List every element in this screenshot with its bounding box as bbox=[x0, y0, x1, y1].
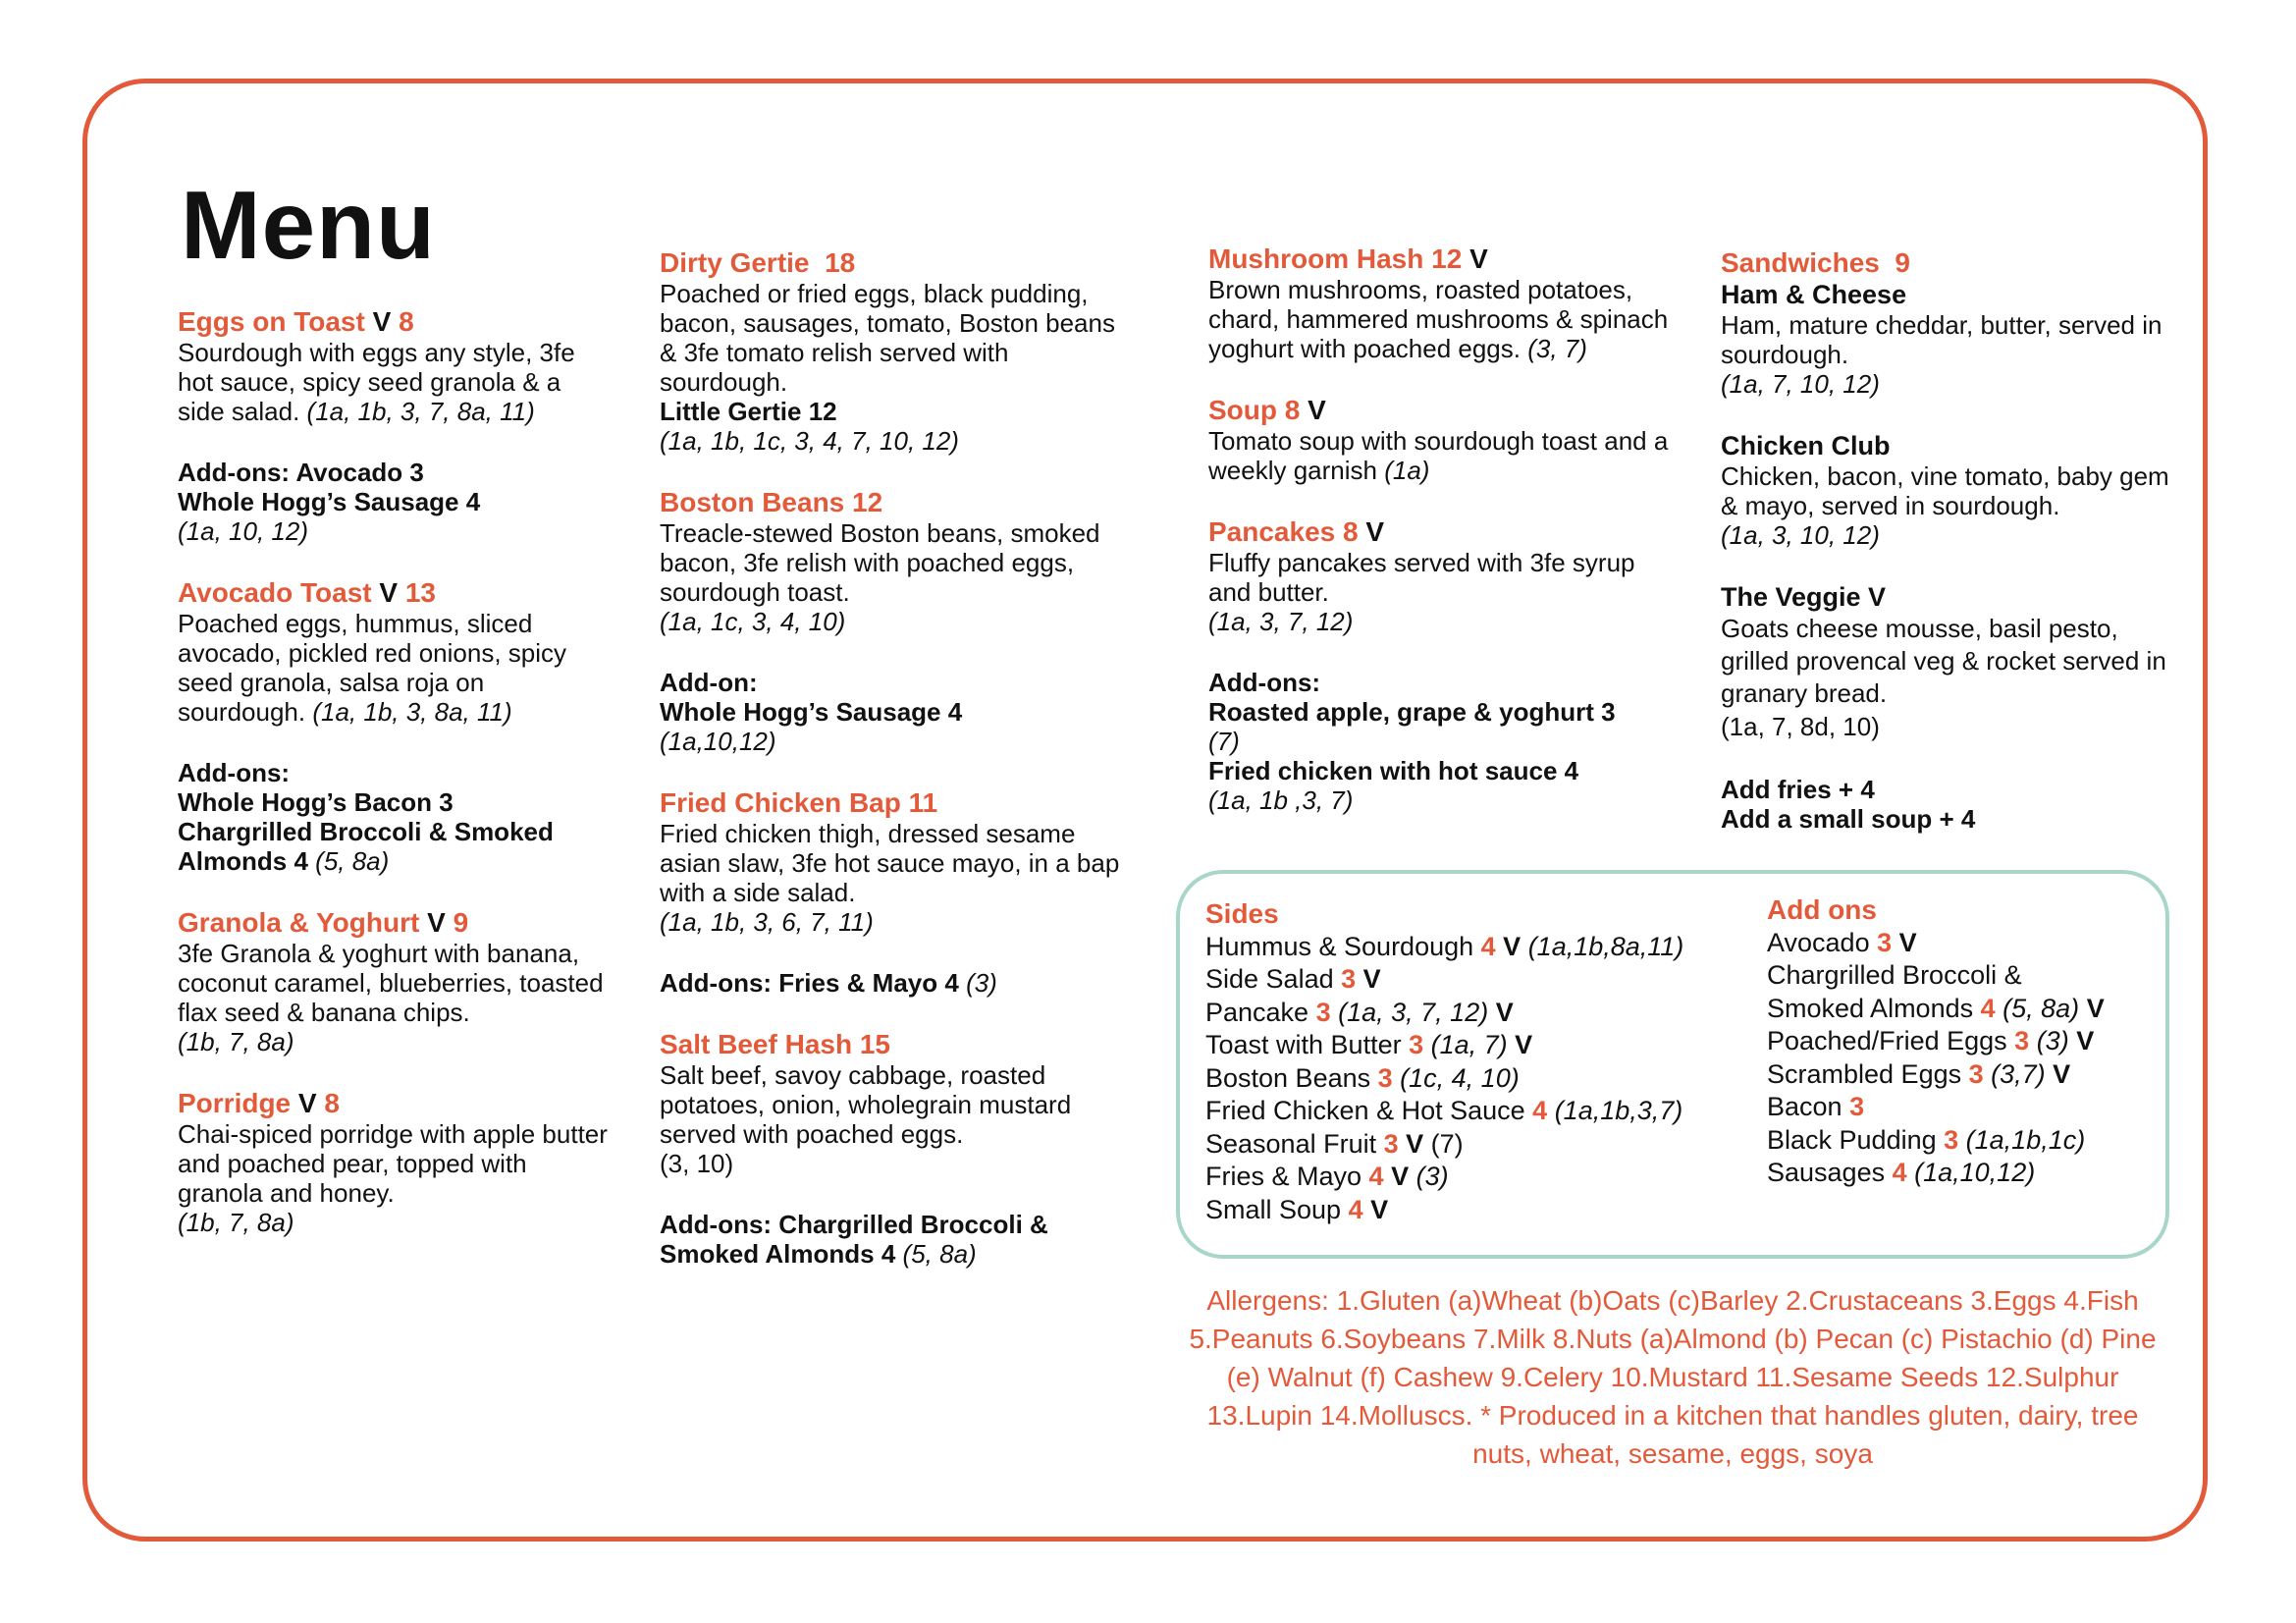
item-name: Dirty Gertie bbox=[660, 247, 810, 278]
allergen-codes: (1a, 3, 7, 12) bbox=[1330, 997, 1489, 1027]
allergen-codes: (5, 8a) bbox=[902, 1239, 977, 1269]
menu-item-mushroom-hash bbox=[1208, 243, 1670, 363]
side-item bbox=[1205, 1128, 1755, 1162]
addon-line: Whole Hogg’s Sausage 4 bbox=[660, 697, 963, 727]
list-item-name: Pancake bbox=[1205, 997, 1316, 1027]
item-name: Fried Chicken Bap bbox=[660, 787, 901, 818]
addons-heading: Add ons bbox=[1767, 894, 1877, 925]
side-item bbox=[1205, 1194, 1755, 1227]
item-price: 8 bbox=[324, 1088, 340, 1118]
item-price: 9 bbox=[453, 907, 469, 938]
allergen-codes: (3) bbox=[1409, 1162, 1449, 1191]
menu-item-fried-chicken-bap bbox=[660, 787, 1121, 998]
addon-item bbox=[1767, 1025, 2160, 1058]
item-price: 18 bbox=[825, 247, 856, 278]
allergen-codes: (1a,1b,8a,11) bbox=[1521, 931, 1684, 961]
addon-line: Fried chicken with hot sauce 4 bbox=[1208, 756, 1579, 785]
list-item-name: Poached/Fried Eggs bbox=[1767, 1026, 2015, 1055]
list-item-name: Scrambled Eggs bbox=[1767, 1058, 1969, 1089]
addon-line: Add-on: bbox=[660, 668, 758, 697]
addon-line: Chargrilled Broccoli & Smoked Almonds 4 bbox=[178, 817, 554, 876]
allergen-codes: (5, 8a) bbox=[1995, 993, 2080, 1023]
section-name: Sandwiches bbox=[1721, 247, 1880, 278]
item-price: 15 bbox=[859, 1029, 891, 1059]
vegetarian-mark: V bbox=[2068, 1026, 2095, 1055]
addon-item bbox=[1767, 927, 2160, 960]
item-description: Poached or fried eggs, black pudding, bacon, sausages, tomato, Boston beans & 3fe tomato relish served with sourdough. bbox=[660, 279, 1115, 397]
vegetarian-mark: V bbox=[2045, 1058, 2071, 1089]
item-price: 8 bbox=[1343, 516, 1359, 547]
menu-item-avocado-toast bbox=[178, 577, 610, 876]
addon-line: Add-ons: Fries & Mayo 4 bbox=[660, 968, 959, 998]
section-sandwiches bbox=[1721, 247, 2182, 279]
list-item-name: Black Pudding bbox=[1767, 1124, 1945, 1155]
item-description: Fluffy pancakes served with 3fe syrup and butter. bbox=[1208, 548, 1635, 607]
item-name: The Veggie V bbox=[1721, 582, 1887, 612]
list-item-name: Smoked Almonds bbox=[1767, 993, 1981, 1023]
sides-list bbox=[1205, 897, 1755, 1226]
list-item-price: 3 bbox=[1341, 964, 1357, 994]
sides-heading: Sides bbox=[1205, 898, 1279, 929]
addon-item bbox=[1767, 959, 2160, 993]
menu-column-2 bbox=[660, 247, 1121, 1300]
allergen-codes: (1a, 7, 8d, 10) bbox=[1721, 712, 1880, 741]
side-item bbox=[1205, 1062, 1755, 1096]
addon-item bbox=[1767, 993, 2160, 1026]
addon-line: Whole Hogg’s Bacon 3 bbox=[178, 787, 454, 817]
list-item-name: Toast with Butter bbox=[1205, 1030, 1410, 1059]
item-description: Ham, mature cheddar, butter, served in sourdough. bbox=[1721, 310, 2163, 369]
side-item bbox=[1205, 931, 1755, 964]
item-name: Pancakes bbox=[1208, 516, 1336, 547]
item-name: Ham & Cheese bbox=[1721, 280, 1907, 309]
item-name: Mushroom Hash bbox=[1208, 243, 1424, 274]
item-description: Salt beef, savoy cabbage, roasted potatoes, onion, wholegrain mustard served with poached eggs. bbox=[660, 1060, 1072, 1149]
menu-column-1 bbox=[178, 306, 610, 1269]
item-name: Boston Beans bbox=[660, 487, 845, 517]
item-name: Chicken Club bbox=[1721, 431, 1891, 460]
item-description: Goats cheese mousse, basil pesto, grilled provencal veg & rocket served in granary bread. bbox=[1721, 614, 2166, 708]
vegetarian-mark: V bbox=[1356, 964, 1381, 994]
allergen-codes: (1a,10,12) bbox=[1906, 1158, 2036, 1187]
allergen-codes: (3, 10) bbox=[660, 1149, 734, 1178]
menu-item-granola-yoghurt bbox=[178, 907, 610, 1056]
list-item-price: 4 bbox=[1348, 1194, 1363, 1224]
item-name: Soup bbox=[1208, 395, 1277, 425]
addon-item bbox=[1767, 1091, 2160, 1124]
allergen-codes: (7) bbox=[1423, 1128, 1464, 1159]
vegetarian-mark: V bbox=[1308, 395, 1326, 425]
item-price: 12 bbox=[852, 487, 883, 517]
list-item-price: 4 bbox=[1368, 1162, 1384, 1191]
vegetarian-mark: V bbox=[379, 577, 399, 608]
addon-line: Roasted apple, grape & yoghurt 3 bbox=[1208, 697, 1616, 727]
list-item-price: 3 bbox=[2014, 1026, 2030, 1055]
vegetarian-mark: V bbox=[2079, 993, 2105, 1023]
allergen-codes: (1b, 7, 8a) bbox=[178, 1208, 294, 1237]
addon-item bbox=[1767, 1124, 2160, 1158]
vegetarian-mark: V bbox=[1365, 516, 1385, 547]
list-item-name: Fries & Mayo bbox=[1205, 1162, 1369, 1191]
item-name: Salt Beef Hash bbox=[660, 1029, 853, 1059]
allergen-codes: (3, 7) bbox=[1527, 334, 1587, 363]
item-description: Sourdough with eggs any style, 3fe hot sauce, spicy seed granola & a side salad. bbox=[178, 338, 575, 426]
extra-fries: Add fries + 4 bbox=[1721, 775, 1875, 804]
allergen-codes: (1a, 1b, 3, 7, 8a, 11) bbox=[306, 397, 535, 426]
item-name: Granola & Yoghurt bbox=[178, 907, 420, 938]
allergen-codes: (1b, 7, 8a) bbox=[178, 1027, 294, 1056]
list-item-price: 3 bbox=[1968, 1058, 1984, 1089]
list-item-name: Boston Beans bbox=[1205, 1062, 1378, 1093]
allergen-codes: (1a, 1b, 3, 6, 7, 11) bbox=[660, 907, 874, 937]
vegetarian-mark: V bbox=[1495, 931, 1522, 961]
allergen-codes: (1a, 1b ,3, 7) bbox=[1208, 785, 1354, 815]
menu-column-4 bbox=[1721, 247, 2182, 834]
menu-item-the-veggie bbox=[1721, 581, 2182, 743]
list-item-name: Hummus & Sourdough bbox=[1205, 931, 1481, 961]
vegetarian-mark: V bbox=[1488, 997, 1514, 1027]
item-variant: Little Gertie 12 bbox=[660, 397, 837, 426]
allergen-codes: (1a, 1b, 1c, 3, 4, 7, 10, 12) bbox=[660, 426, 959, 456]
menu-title: Menu bbox=[181, 171, 436, 279]
addon-line: Add-ons: Chargrilled Broccoli & Smoked Almonds 4 bbox=[660, 1210, 1048, 1269]
allergen-codes: (1a,10,12) bbox=[660, 727, 776, 756]
item-description: Chai-spiced porridge with apple butter and poached pear, topped with granola and honey. bbox=[178, 1119, 608, 1208]
item-description: 3fe Granola & yoghurt with banana, coconut caramel, blueberries, toasted flax seed & banana chips. bbox=[178, 939, 604, 1027]
item-description: Poached eggs, hummus, sliced avocado, pickled red onions, spicy seed granola, salsa roja on sourdough. bbox=[178, 609, 567, 727]
allergen-codes: (1a, 3, 7, 12) bbox=[1208, 607, 1354, 636]
allergen-codes: (1a, 7) bbox=[1423, 1030, 1508, 1059]
list-item-price: 4 bbox=[1980, 993, 1996, 1023]
allergen-codes: (3) bbox=[966, 968, 997, 998]
menu-item-ham-cheese bbox=[1721, 279, 2182, 399]
menu-item-boston-beans bbox=[660, 487, 1121, 756]
item-description: Chicken, bacon, vine tomato, baby gem & mayo, served in sourdough. bbox=[1721, 461, 2169, 520]
side-item bbox=[1205, 997, 1755, 1030]
addons-list bbox=[1767, 893, 2160, 1190]
addon-line: Add-ons: bbox=[1208, 668, 1321, 697]
side-item bbox=[1205, 1095, 1755, 1128]
allergen-codes: (3) bbox=[2029, 1026, 2069, 1055]
addon-item bbox=[1767, 1058, 2160, 1092]
menu-item-chicken-club bbox=[1721, 430, 2182, 550]
list-item-name: Small Soup bbox=[1205, 1194, 1349, 1224]
list-item-price: 3 bbox=[1409, 1030, 1424, 1059]
list-item-price: 3 bbox=[1315, 997, 1331, 1027]
item-price: 12 bbox=[1431, 243, 1463, 274]
side-item bbox=[1205, 1161, 1755, 1194]
vegetarian-mark: V bbox=[1507, 1030, 1533, 1059]
allergen-codes: (1a, 1c, 3, 4, 10) bbox=[660, 607, 846, 636]
addon-item bbox=[1767, 1157, 2160, 1190]
allergen-codes: (1a,1b,1c) bbox=[1958, 1124, 2086, 1155]
menu-item-porridge bbox=[178, 1088, 610, 1237]
list-item-price: 3 bbox=[1377, 1062, 1393, 1093]
allergen-codes: (1c, 4, 10) bbox=[1392, 1062, 1520, 1093]
list-item-name: Sausages bbox=[1767, 1158, 1893, 1187]
item-name: Avocado Toast bbox=[178, 577, 372, 608]
vegetarian-mark: V bbox=[1398, 1128, 1424, 1159]
item-description: Brown mushrooms, roasted potatoes, chard, hammered mushrooms & spinach yoghurt with poached eggs. bbox=[1208, 275, 1669, 363]
item-name: Eggs on Toast bbox=[178, 306, 365, 337]
allergen-codes: (1a) bbox=[1384, 456, 1430, 485]
vegetarian-mark: V bbox=[1362, 1194, 1389, 1224]
list-item-price: 4 bbox=[1480, 931, 1496, 961]
list-item-name: Fried Chicken & Hot Sauce bbox=[1205, 1096, 1533, 1125]
allergen-codes: (1a, 3, 10, 12) bbox=[1721, 520, 1880, 550]
vegetarian-mark: V bbox=[372, 306, 392, 337]
list-item-name: Avocado bbox=[1767, 927, 1878, 957]
allergen-codes: (7) bbox=[1208, 727, 1240, 756]
vegetarian-mark: V bbox=[1469, 243, 1488, 274]
section-price: 9 bbox=[1895, 247, 1910, 278]
list-item-name: Bacon bbox=[1767, 1092, 1850, 1121]
allergen-codes: (5, 8a) bbox=[315, 846, 390, 876]
item-price: 11 bbox=[908, 787, 938, 818]
addon-line: Whole Hogg’s Sausage 4 bbox=[178, 487, 481, 516]
menu-item-pancakes bbox=[1208, 516, 1670, 815]
vegetarian-mark: V bbox=[1892, 927, 1917, 957]
menu-item-soup bbox=[1208, 395, 1670, 485]
side-item bbox=[1205, 963, 1755, 997]
allergen-codes: (1a, 7, 10, 12) bbox=[1721, 369, 1880, 399]
vegetarian-mark: V bbox=[427, 907, 446, 938]
addon-line: Add-ons: bbox=[178, 758, 291, 787]
item-description: Fried chicken thigh, dressed sesame asian slaw, 3fe hot sauce mayo, in a bap with a side salad. bbox=[660, 819, 1120, 907]
addon-line: Add-ons: Avocado 3 bbox=[178, 458, 424, 487]
vegetarian-mark: V bbox=[297, 1088, 317, 1118]
list-item-price: 4 bbox=[1532, 1096, 1548, 1125]
allergen-codes: (1a,1b,3,7) bbox=[1547, 1096, 1683, 1125]
item-description: Treacle-stewed Boston beans, smoked bacon, 3fe relish with poached eggs, sourdough toast. bbox=[660, 518, 1100, 607]
side-item bbox=[1205, 1029, 1755, 1062]
menu-item-salt-beef-hash bbox=[660, 1029, 1121, 1269]
item-name: Porridge bbox=[178, 1088, 292, 1118]
menu-item-eggs-on-toast bbox=[178, 306, 610, 546]
allergen-codes: (1a, 10, 12) bbox=[178, 516, 308, 546]
item-price: 13 bbox=[404, 577, 436, 608]
list-item-name: Side Salad bbox=[1205, 964, 1342, 994]
list-item-price: 3 bbox=[1877, 927, 1893, 957]
list-item-name: Chargrilled Broccoli & bbox=[1767, 960, 2022, 990]
menu-item-dirty-gertie bbox=[660, 247, 1121, 456]
allergen-codes: (1a, 1b, 3, 8a, 11) bbox=[312, 697, 512, 727]
item-price: 8 bbox=[399, 306, 414, 337]
list-item-price: 3 bbox=[1944, 1124, 1959, 1155]
list-item-name: Seasonal Fruit bbox=[1205, 1128, 1384, 1159]
list-item-price: 3 bbox=[1383, 1128, 1399, 1159]
vegetarian-mark: V bbox=[1383, 1162, 1410, 1191]
allergen-codes: (3,7) bbox=[1983, 1058, 2046, 1089]
item-description: Tomato soup with sourdough toast and a weekly garnish bbox=[1208, 426, 1669, 485]
item-price: 8 bbox=[1284, 395, 1301, 425]
list-item-price: 4 bbox=[1892, 1158, 1907, 1187]
extra-soup: Add a small soup + 4 bbox=[1721, 804, 1976, 834]
allergens-note: Allergens: 1.Gluten (a)Wheat (b)Oats (c)Barley 2.Crustaceans 3.Eggs 4.Fish 5.Peanuts 6.Soybeans 7.Milk 8.Nuts (a)Almond (b) Pecan (c) Pistachio (d) Pine (e) Walnut (f) Cashew 9.Celery 10.Mustard 11.Sesame Seeds 12.Sulphur 13.Lupin 14.Molluscs. * Produced in a kitchen that handles gluten, dairy, tree nuts, wheat, sesame, eggs, soya bbox=[1189, 1285, 2157, 1469]
menu-column-3 bbox=[1208, 243, 1670, 846]
list-item-price: 3 bbox=[1849, 1092, 1865, 1121]
